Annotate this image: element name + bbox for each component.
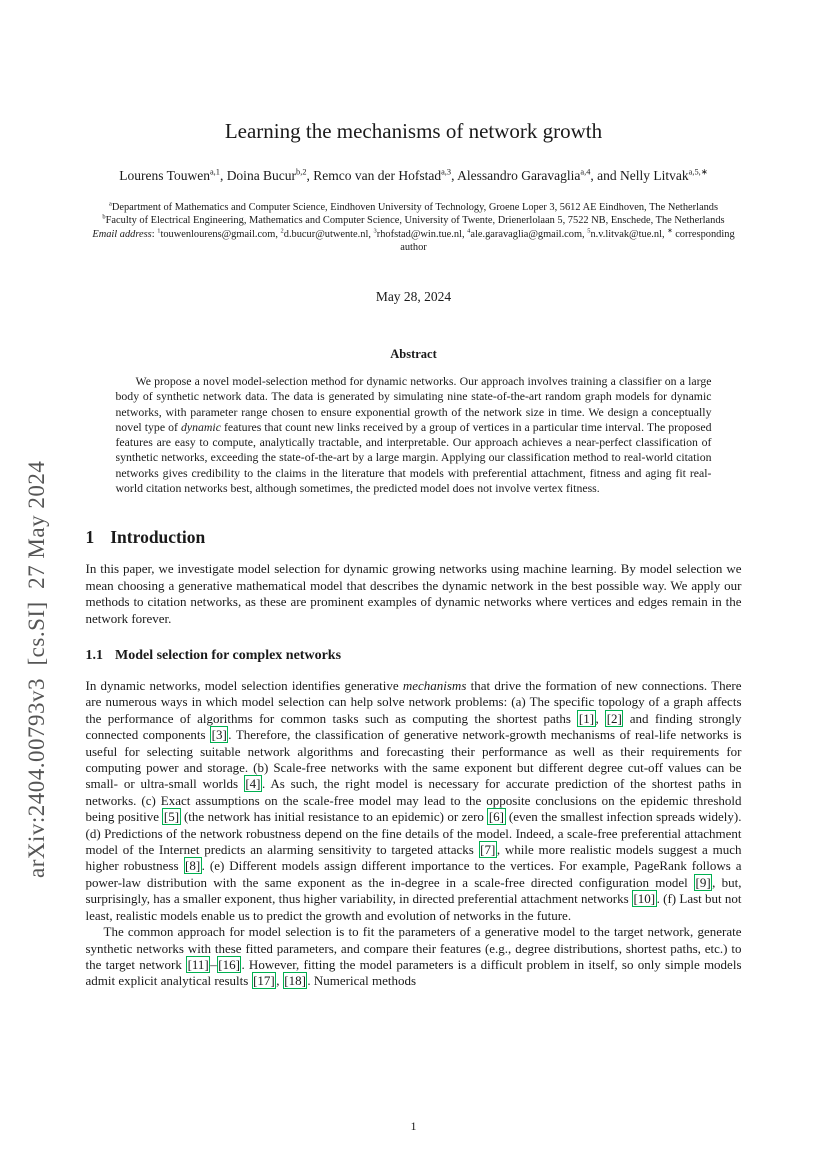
subsection-number: 1.1 — [85, 648, 103, 663]
citation-8[interactable]: [8] — [185, 858, 201, 874]
abstract-heading: Abstract — [390, 347, 437, 361]
citation-5[interactable]: [5] — [163, 809, 180, 825]
section-title: Introduction — [110, 527, 206, 548]
citation-11[interactable]: [11] — [187, 956, 209, 972]
superscript: 2 — [280, 227, 284, 235]
subsection-title: Model selection for complex networks — [115, 648, 342, 663]
subsection-heading-model-selection — [86, 647, 742, 665]
italic-text: dynamic — [180, 419, 221, 434]
citation-1[interactable]: [1] — [578, 710, 595, 726]
abstract-body: We propose a novel model-selection method for dynamic networks. Our approach involves training a classifier on a large body of synthetic network data. The data is generated by simulating nine state-of-the-art random graph models for dynamic networks, with parameter range chosen to ensure exponential growth of the network size in time. We design a conceptually novel type of dynamic features that count new links received by a group of vertices in a particular time interval. The proposed features are easy to compute, analytically tractable, and interpretable. Our approach achieves a near-perfect classification of synthetic networks, exceeding the state-of-the-art by a large margin. Applying our classification method to real-world citation networks gives credibility to the claims in the literature that models with preferential attachment, fitness and aging fit real-world citation networks best, although sometimes, the predicted model does not involve vertex fitness. — [115, 374, 712, 496]
citation-10[interactable]: [10] — [633, 891, 656, 907]
superscript: a,5,∗ — [688, 167, 708, 177]
citation-3[interactable]: [3] — [211, 727, 227, 743]
superscript: a — [108, 200, 112, 208]
citation-4[interactable]: [4] — [245, 776, 261, 792]
paragraph-model-selection-2: The common approach for model selection is to fit the parameters of a generative model to the target network, generate synthetic networks with these fitted parameters, and compare their features (e.g., degree distributions, shortest paths, etc.) to the target network [11] – [16] . However, fitting the model parameters is a difficult problem in itself, so only simple models admit explicit analytical results [17] , [18] . Numerical methods — [85, 924, 742, 989]
section-number: 1 — [85, 527, 95, 548]
citation-6[interactable]: [6] — [488, 809, 505, 825]
citation-17[interactable]: [17] — [253, 973, 275, 989]
italic-text: mechanisms — [402, 678, 467, 693]
paper-title: Learning the mechanisms of network growth — [224, 119, 603, 143]
citation-9[interactable]: [9] — [695, 874, 711, 890]
superscript: a,4 — [580, 167, 591, 177]
email-line: Email address: $^1$touwenlourens@gmail.com, $^2$d.bucur@utwente.nl, $^3$rhofstad@win.tue.nl, $^4$ale.garavaglia@gmail.com, $^5$n.v.litvak@tue.nl, ∗ corresponding author — [92, 227, 735, 253]
paper-date: May 28, 2024 — [375, 289, 452, 304]
authors-line: Lourens Touwen$^{a,1}$, Doina Bucur$^{b,2}$, Remco van der Hofstad$^{a,3}$, Alessandro Garavaglia$^{a,4}$, and Nelly Litvak$^{a,5,∗}$ — [119, 167, 708, 183]
superscript: ∗ — [667, 227, 673, 235]
superscript: 1 — [157, 227, 161, 235]
superscript: 3 — [373, 227, 377, 235]
paragraph-intro-1: In this paper, we investigate model selection for dynamic growing networks using machine learning. By model selection we mean choosing a generative mathematical model that describes the dynamic network in the best possible way. We apply our methods to citation networks, as these are prominent examples of dynamic networks where vertices and edges remain in the network forever. — [85, 561, 742, 626]
citation-16[interactable]: [16] — [218, 956, 240, 972]
citation-2[interactable]: [2] — [606, 710, 622, 726]
citation-18[interactable]: [18] — [284, 973, 306, 989]
superscript: a,3 — [441, 167, 452, 177]
italic-text: Email address — [92, 229, 152, 240]
superscript: b,2 — [296, 167, 307, 177]
affiliations-block — [86, 201, 742, 254]
superscript: 4 — [467, 227, 471, 235]
affiliation-a: $^a$Department of Mathematics and Computer Science, Eindhoven University of Technology, Groene Loper 3, 5612 AE Eindhoven, The Netherlands — [108, 200, 719, 213]
affiliation-b: $^b$Faculty of Electrical Engineering, Mathematics and Computer Science, University of Twente, Drienerlolaan 5, 7522 NB, Enschede, The Netherlands — [102, 213, 725, 226]
superscript: b — [102, 213, 106, 221]
paper-content — [86, 0, 742, 990]
superscript: 5 — [587, 227, 591, 235]
section-heading-introduction — [86, 526, 742, 548]
paragraph-model-selection-1: In dynamic networks, model selection identifies generative mechanisms that drive the formation of new connections. There are numerous ways in which model selection can help solve network problems: (a) The specific topology of a graph affects the performance of algorithms for common tasks such as computing the shortest paths [1] , [2] and finding strongly connected components [3] . Therefore, the classification of generative network-growth mechanisms of real-life networks is useful for selecting suitable network algorithms and forecasting their performance as well as their requirements for computing power and storage. (b) Scale-free networks with the same exponent but different degree cut-off values can be small- or ultra-small worlds [4] . As such, the right model is necessary for accurate prediction of the shortest paths in networks. (c) Exact assumptions on the scale-free model may lead to the opposite conclusions on the epidemic threshold being positive [5] (the network has initial resistance to an epidemic) or zero [6] (even the smallest infection spreads widely). (d) Predictions of the network robustness depend on the fine details of the model. Indeed, a scale-free preferential attachment model of the Internet predicts an alarming sensitivity to targeted attacks [7] , while more realistic models suggest a much higher robustness [8] . (e) Different models assign different importance to the vertices. For example, PageRank follows a power-law distribution with the same exponent as the in-degree in a scale-free directed configuration model [9] , but, surprisingly, has a smaller exponent, thus higher variability, in directed preferential attachment networks [10] . (f) Last but not least, realistic models enable us to predict the growth and evolution of networks in the future. — [85, 678, 742, 923]
citation-7[interactable]: [7] — [480, 842, 496, 858]
superscript: a,1 — [209, 167, 220, 177]
page-number: 1 — [410, 1119, 417, 1133]
arxiv-watermark: arXiv:2404.00793v3 [cs.SI] 27 May 2024 — [24, 460, 49, 878]
